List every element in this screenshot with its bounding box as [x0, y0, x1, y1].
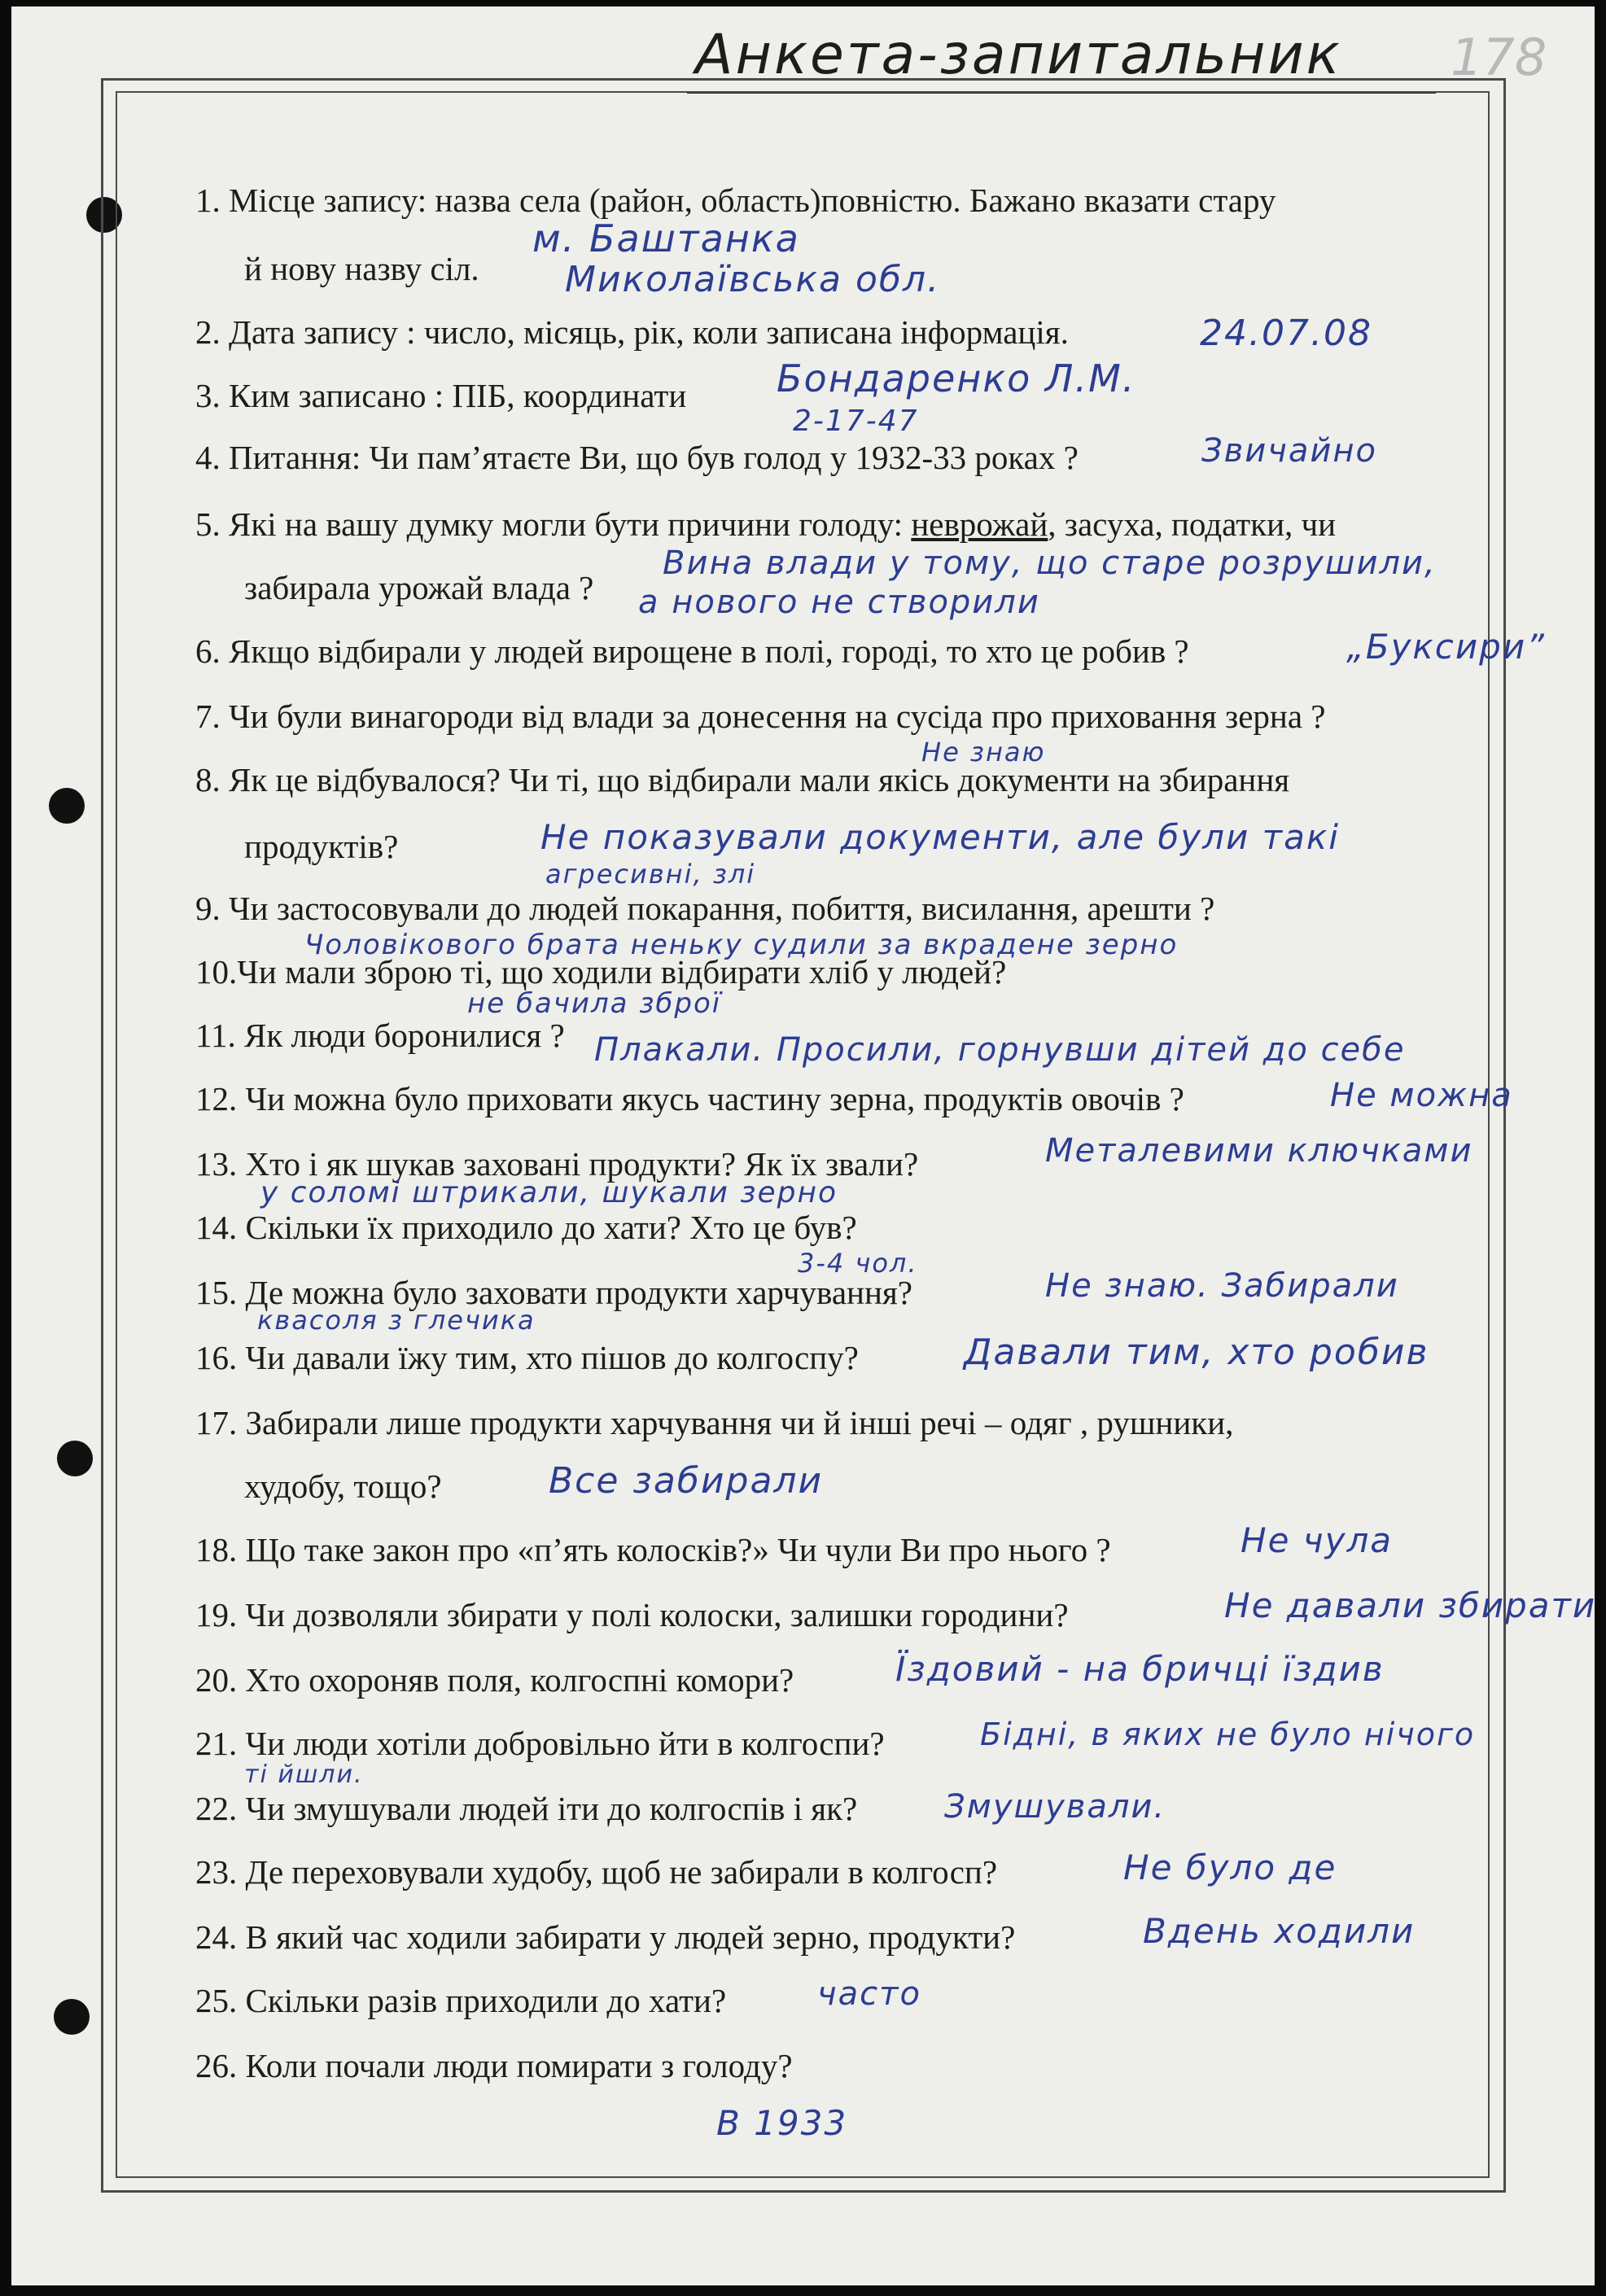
answer-3: Бондаренко Л.М.: [777, 356, 1136, 400]
question-13: 13. Хто і як шукав заховані продукти? Як їх звали?: [195, 1145, 919, 1183]
question-11: 11. Як люди боронилися ?: [195, 1017, 565, 1054]
answer-9: Чоловікового брата неньку судили за вкрадене зерно: [304, 929, 1179, 961]
question-10: 10.Чи мали зброю ті, що ходили відбирати хліб у людей?: [195, 953, 1007, 991]
answer-1-line-1: м. Баштанка: [532, 216, 800, 260]
answer-8-line-2: агресивні, злі: [545, 859, 756, 890]
punch-hole: [49, 788, 85, 824]
answer-23: Не було де: [1123, 1848, 1337, 1887]
punch-hole: [54, 1999, 90, 2035]
question-23: 23. Де переховували худобу, щоб не забирали в колгосп?: [195, 1853, 998, 1891]
answer-6: „Буксири”: [1346, 627, 1546, 667]
question-1-line-1: 1. Місце запису: назва села (район, область)повністю. Бажано вказати стару: [195, 181, 1276, 219]
answer-19: Не давали збирати: [1224, 1585, 1597, 1625]
answer-3-phone: 2-17-47: [793, 405, 919, 438]
answer-16: Давали тим, хто робив: [964, 1332, 1429, 1373]
answer-20: Їздовий - на бричці їздив: [895, 1649, 1385, 1689]
answer-7: Не знаю: [921, 737, 1046, 768]
answer-1-line-2: Миколаївська обл.: [565, 259, 941, 300]
question-18: 18. Що таке закон про «п’ять колосків?» Чи чули Ви про нього ?: [195, 1531, 1111, 1568]
question-17-line-1: 17. Забирали лише продукти харчування чи й інші речі – одяг , рушники,: [195, 1404, 1234, 1441]
question-3: 3. Ким записано : ПІБ, координати: [195, 377, 687, 414]
answer-15-line-2: квасоля з глечика: [257, 1305, 536, 1336]
punch-hole: [57, 1441, 93, 1476]
question-5-line-2: забирала урожай влада ?: [244, 569, 594, 606]
answer-4: Звичайно: [1201, 432, 1377, 470]
sheet-number: 178: [1451, 28, 1547, 87]
answer-17: Все забирали: [549, 1460, 824, 1502]
question-22: 22. Чи змушували людей іти до колгоспів і як?: [195, 1790, 858, 1827]
answer-12: Не можна: [1330, 1077, 1513, 1114]
question-5-line-1: 5. Які на вашу думку могли бути причини голоду: неврожай, засуха, податки, чи: [195, 505, 1337, 543]
question-21: 21. Чи люди хотіли добровільно йти в колгоспи?: [195, 1725, 885, 1762]
question-16: 16. Чи давали їжу тим, хто пішов до колгоспу?: [195, 1339, 859, 1376]
answer-22: Змушували.: [944, 1788, 1166, 1826]
question-12: 12. Чи можна було приховати якусь частину зерна, продуктів овочів ?: [195, 1080, 1184, 1117]
answer-11: Плакали. Просили, горнувши дітей до себе: [594, 1031, 1406, 1069]
question-8-line-1: 8. Як це відбувалося? Чи ті, що відбирали мали якісь документи на збирання: [195, 761, 1290, 798]
answer-14: 3-4 чол.: [798, 1248, 918, 1279]
answer-26: В 1933: [716, 2103, 848, 2143]
question-8-line-2: продуктів?: [244, 828, 399, 865]
questionnaire-sheet: [11, 7, 1595, 2285]
question-26: 26. Коли почали люди помирати з голоду?: [195, 2047, 793, 2084]
answer-25: часто: [817, 1975, 921, 2013]
question-7: 7. Чи були винагороди від влади за донесення на сусіда про приховання зерна ?: [195, 698, 1326, 735]
question-1-line-2: й нову назву сіл.: [244, 250, 479, 287]
answer-21-line-1: Бідні, в яких не було нічого: [980, 1717, 1476, 1752]
question-6: 6. Якщо відбирали у людей вирощене в полі, городі, то хто це робив ?: [195, 632, 1189, 670]
answer-24: Вдень ходили: [1143, 1911, 1416, 1951]
question-14: 14. Скільки їх приходило до хати? Хто це був?: [195, 1209, 857, 1246]
answer-5-line-1: Вина влади у тому, що старе розрушили,: [663, 544, 1437, 582]
question-9: 9. Чи застосовували до людей покарання, побиття, висилання, арешти ?: [195, 890, 1215, 927]
answer-8-line-1: Не показували документи, але були такі: [540, 817, 1340, 857]
question-2: 2. Дата запису : число, місяць, рік, коли записана інформація.: [195, 313, 1069, 351]
question-17-line-2: худобу, тощо?: [244, 1467, 442, 1505]
answer-13-line-2: у соломі штрикали, шукали зерно: [260, 1176, 838, 1209]
question-25: 25. Скільки разів приходили до хати?: [195, 1982, 727, 2019]
question-20: 20. Хто охороняв поля, колгоспні комори?: [195, 1661, 794, 1699]
question-19: 19. Чи дозволяли збирати у полі колоски, залишки городини?: [195, 1596, 1069, 1633]
answer-2: 24.07.08: [1200, 313, 1372, 354]
answer-18: Не чула: [1241, 1520, 1394, 1560]
answer-21-line-2: ті йшли.: [244, 1760, 364, 1789]
question-15: 15. Де можна було заховати продукти харчування?: [195, 1274, 912, 1311]
question-24: 24. В який час ходили забирати у людей зерно, продукти?: [195, 1918, 1016, 1956]
answer-10: не бачила зброї: [467, 987, 722, 1020]
answer-13-line-1: Металевими ключками: [1045, 1132, 1473, 1170]
question-4: 4. Питання: Чи пам’ятаєте Ви, що був голод у 1932-33 роках ?: [195, 439, 1079, 476]
answer-15-line-1: Не знаю. Забирали: [1045, 1267, 1399, 1305]
underlined-answer: неврожай: [911, 505, 1048, 543]
answer-5-line-2: а нового не створили: [638, 584, 1040, 621]
page-title: Анкета-запитальник: [695, 23, 1342, 87]
